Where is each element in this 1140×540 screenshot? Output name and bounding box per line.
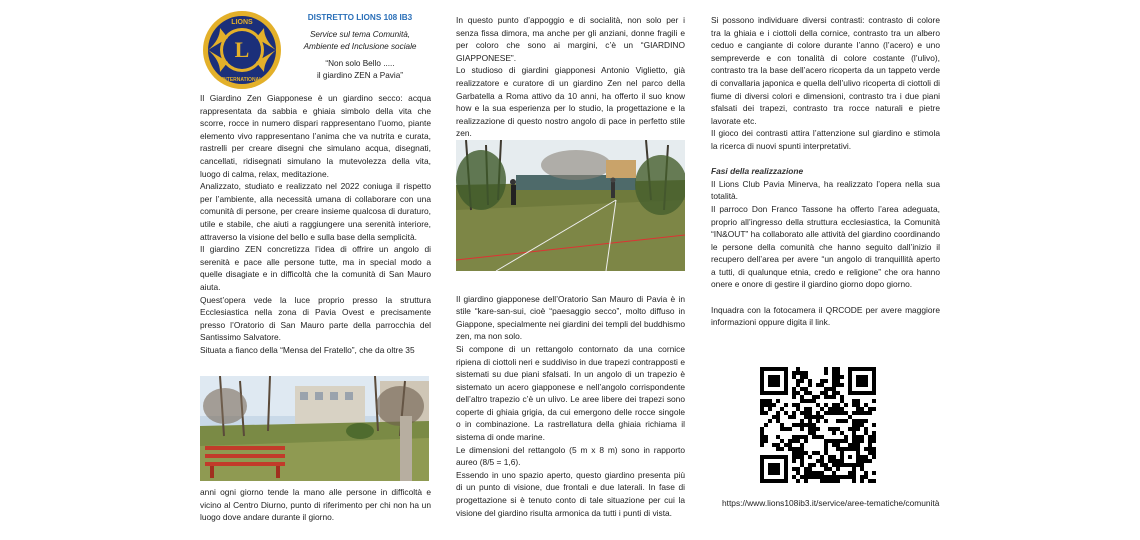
- col2-paragraph-5: Le dimensioni del rettangolo (5 m x 8 m) sono in rapporto aureo (8/5 = 1,6).: [456, 444, 685, 468]
- col3-paragraph-2: Il gioco dei contrasti attira l’attenzione sul giardino e stimola la ricerca di nuovi spunti interpretativi.: [711, 128, 940, 151]
- service-line-2: Ambiente ed Inclusione sociale: [303, 42, 417, 51]
- col3-paragraph-4: Il parroco Don Franco Tassone ha offerto l’area adeguata, proprio all’ingresso della struttura ecclesiastica, la Comunità “IN&OUT” ha collaborato alle attività del giardino coordinando le persone della comunità che hanno seguito dall’inizio il recupero dell’area per avere “un angolo di tranquillità aperto a tutti, di qualunque etnia, credo e religione” che ora hanno onere e onore di gestire il giardino giorno dopo giorno.: [711, 203, 940, 290]
- qr-code[interactable]: [760, 367, 876, 483]
- col1-paragraph-5: Situata a fianco della “Mensa del Fratello”, che da oltre 35: [200, 344, 415, 355]
- header-text: [290, 12, 430, 83]
- header: [200, 0, 431, 92]
- logo-letter: L: [234, 37, 250, 62]
- lions-logo: [200, 10, 284, 90]
- garden-bench-photo: [200, 376, 429, 481]
- col2-paragraph-2: Lo studioso di giardini giapponesi Antonio Viglietto, già realizzatore e curatore di un giardino Zen nel parco della Garbatella a Roma attivo da 10 anni, ha offerto il suo know how e la sua esperienza per lo studio, la progettazione e la realizzazione di questo nostro angolo di pace in perfetto stile zen.: [456, 65, 685, 139]
- col2-paragraph-6: Essendo in uno spazio aperto, questo giardino presenta più di un punto di visione, due frontali e due laterali. In fase di progettazione si è tenuto conto di tale situazione per cui la visione del giardino risulta armonica da tutti i punti di vista.: [456, 469, 685, 518]
- col2-paragraph-3: Il giardino giapponese dell’Oratorio San Mauro di Pavia è in stile “kare-san-sui, cioè “paesaggio secco”, molto diffuso in Giappone, specialmente nei giardini dei templi del buddhismo zen, ma non solo.: [456, 293, 685, 342]
- slogan-line-2: il giardino ZEN a Pavia”: [316, 71, 403, 80]
- col1-paragraph-1: Il Giardino Zen Giapponese è un giardino secco: acqua rappresentata da sabbia e ghiaia simbolo della vita che scorre, rocce in numero dispari rappresentano l’uomo, piante elemento vivo rappresentano l’anima che va nutrita e curata, rastrelli per creare disegni che simulano acqua, disegnati, cancellati, ridisegnati simulano la mutevolezza della vita, luogo di calma, relax, meditazione.: [200, 93, 431, 179]
- logo-bottom-text: INTERNATIONAL: [221, 77, 263, 83]
- section-title: Fasi della realizzazione: [711, 166, 804, 177]
- col1-paragraph-3: Il giardino ZEN concretizza l’idea di offrire un angolo di serenità e pace alle persone tutte, ma in special modo a quelle disagiate e in difficoltà che la comunità di San Mauro aiuta.: [200, 244, 431, 292]
- col2-paragraph-1: In questo punto d’appoggio e di socialità, non solo per i senza fissa dimora, ma anche per gli anziani, donne fragili e per coloro che sono ai margini, c’è un “GIARDINO GIAPPONESE”.: [456, 15, 685, 63]
- col3-paragraph-1: Si possono individuare diversi contrasti: contrasto di colore tra la ghiaia e i ciottoli della cornice, contrasto tra un albero ceduo e cangiante di colore durante l’anno (l’acero) e uno sempreverde e con tonalità di colore costante (l’ulivo), contrasto tra la base dell’acero ricoperta da un tappeto verde di convallaria japonica e quella dell’ulivo ricoperta di ciottoli di fiume di diversi colori e dimensioni, contrasto tra i due piani sfalsati dei trapezi, contrasto tra rocce naturali e pietre lavorate etc.: [711, 15, 940, 126]
- column-1: [200, 0, 431, 356]
- slogan-line-1: “Non solo Bello .....: [325, 58, 395, 68]
- district-title: DISTRETTO LIONS 108 IB3: [307, 13, 413, 22]
- logo-top-text: LIONS: [231, 19, 253, 26]
- col1-paragraph-6: anni ogni giorno tende la mano alle persone in difficoltà e vicino al Centro Diurno, punto di riferimento per chi non ha un luogo dove andare durante il giorno.: [200, 487, 431, 523]
- japanese-garden-photo: [456, 140, 685, 271]
- col1-paragraph-2: Analizzato, studiato e realizzato nel 2022 coniuga il rispetto per l’ambiente, alla necessità umana di collaborare con una comunità di persone, per creare insieme qualcosa di duraturo, utile e stabile, che aiuti a raggiungere una serenità interiore, attraverso la visione del bello e sulla base della semplicità.: [200, 181, 431, 242]
- col3-paragraph-3: Il Lions Club Pavia Minerva, ha realizzato l’opera nella sua totalità.: [711, 178, 940, 202]
- col3-paragraph-5: Inquadra con la fotocamera il QRCODE per avere maggiore informazioni oppure digita il link.: [711, 304, 940, 328]
- column-3: [711, 14, 940, 329]
- col2-paragraph-4: Si compone di un rettangolo contornato da una cornice ripiena di ciottoli neri e suddiviso in due trapezi contrapposti e sistemati su due piani sfalsati. In un angolo di un trapezio è sistemato un acero giapponese e nell’angolo corrispondente dell’altro trapezio c’è un ulivo. Le aree libere dei trapezi sono coperte di ghiaia grigia, da cui emergono delle rocce singole o in combinazione. La rastrellatura della ghiaia richiama il sistema di onde marine.: [456, 343, 685, 443]
- col1-paragraph-4: Quest’opera vede la luce proprio presso la struttura Ecclesiastica nella zona di Pavia Ovest e precisamente presso l’Oratorio di San Mauro parte della parrocchia del Santissimo Salvatore.: [200, 294, 431, 343]
- website-link[interactable]: https://www.lions108ib3.it/service/aree-tematiche/comunità: [722, 498, 940, 508]
- service-line-1: Service sul tema Comunità,: [309, 29, 411, 39]
